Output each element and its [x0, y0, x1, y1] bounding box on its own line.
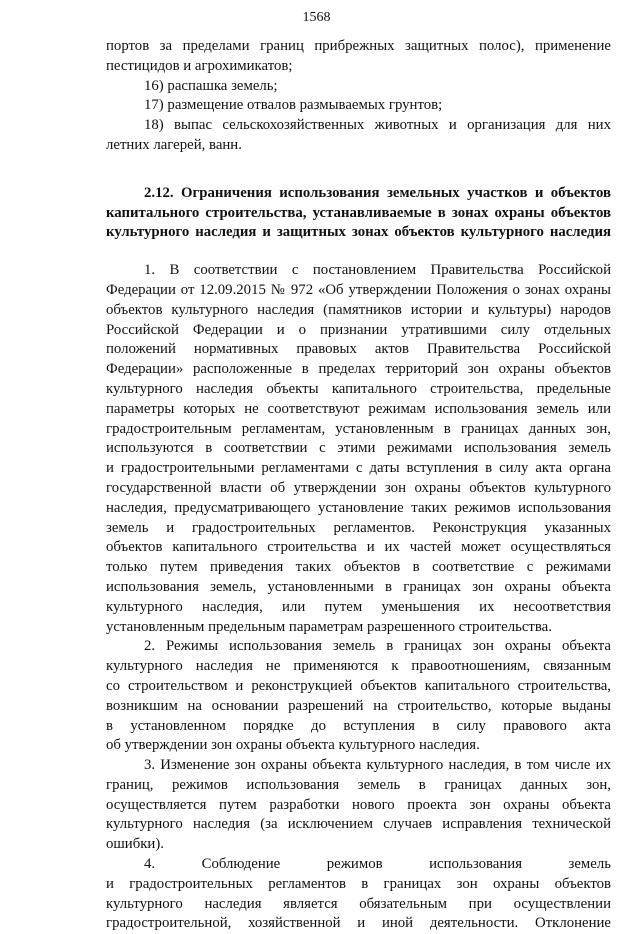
list-item: 18) выпас сельскохозяйственных животных и организация для них	[144, 117, 611, 134]
text-line: только путем приведения таких объектов в соответствие с режимами	[106, 559, 611, 576]
page-number: 1568	[302, 10, 331, 25]
text-line: положений нормативных правовых актов Правительства Российской	[106, 341, 611, 358]
text-line: использования земель, установленными в границах зон охраны объекта	[106, 578, 611, 595]
text-line: возникшим на основании разрешений на строительство, которые выданы	[106, 697, 611, 714]
text-line: Федерации» расположенные в пределах территорий зон охраны объектов	[106, 361, 611, 378]
text-line: об утверждении зон охраны объекта культурного наследия.	[106, 737, 480, 754]
text-line: наследия, предусматривающего установление таких режимов использования	[106, 499, 611, 516]
text-line: летних лагерей, ванн.	[106, 136, 242, 153]
paragraph-3	[106, 756, 611, 855]
text-line: культурного наследия является обязательным при осуществлении	[106, 895, 611, 912]
text-line: ошибки).	[106, 836, 164, 853]
paragraph-1	[106, 261, 611, 637]
text-line: 2. Режимы использования земель в границах зон охраны объекта	[144, 638, 611, 655]
list-item: 17) размещение отвалов размываемых грунтов;	[144, 97, 443, 114]
heading-line: культурного наследия и защитных зонах объектов культурного наследия	[106, 224, 611, 241]
list-continuation	[106, 37, 611, 156]
text-line: портов за пределами границ прибрежных защитных полос), применение	[106, 38, 611, 54]
text-line: культурного наследия (за исключением случаев исправления технической	[106, 816, 611, 833]
text-line: со строительством и реконструкцией объектов капитального строительства,	[106, 677, 611, 694]
text-line: Федерации от 12.09.2015 № 972 «Об утверждении Положения о зонах охраны	[106, 281, 611, 298]
text-line: градостроительной, хозяйственной и иной деятельности. Отклонение	[106, 915, 611, 932]
text-line: пестицидов и агрохимикатов;	[106, 57, 293, 74]
text-line: градостроительным регламентам, установленным в границах данных зон,	[106, 420, 611, 437]
text-line: осуществляется путем разработки нового проекта зон охраны объекта	[106, 796, 611, 813]
text-line: параметры которых не соответствуют режимам использования земель или	[106, 400, 611, 417]
text-line: объектов капитального строительства и их частей может осуществляться	[106, 539, 611, 556]
heading-line: капитального строительства, устанавливаемые в зонах охраны объектов	[106, 204, 611, 221]
text-line: Российской Федерации и о признании утратившими силу отдельных	[106, 321, 611, 338]
heading-line: 2.12. Ограничения использования земельных участков и объектов	[144, 184, 611, 201]
text-line: в установленном порядке до вступления в силу правового акта	[106, 717, 611, 734]
section-heading	[106, 184, 611, 243]
text-line: культурного наследия не применяются к правоотношениям, связанным	[106, 658, 611, 675]
text-line: 4. Соблюдение режимов использования земель	[144, 856, 611, 873]
document-body	[106, 37, 611, 934]
text-line: установленным предельным параметрам разрешенного строительства.	[106, 618, 552, 635]
text-line: земель и градостроительных регламентов. Реконструкция указанных	[106, 519, 611, 536]
text-line: и градостроительными регламентами с даты вступления в силу акта органа	[106, 460, 611, 477]
text-line: государственной власти об утверждении зон охраны объектов культурного	[106, 479, 611, 496]
text-line: культурного наследия, или путем уменьшения их несоответствия	[106, 598, 611, 615]
text-line: и градостроительных регламентов в границах зон охраны объектов	[106, 875, 611, 892]
paragraph-4	[106, 855, 611, 934]
text-line: объектов культурного наследия (памятников истории и культуры) народов	[106, 301, 611, 318]
list-item: 16) распашка земель;	[144, 77, 278, 94]
text-line: 3. Изменение зон охраны объекта культурного наследия, в том числе их	[144, 757, 611, 774]
text-line: границ, режимов использования земель в границах данных зон,	[106, 776, 611, 793]
text-line: культурного наследия объекты капитального строительства, предельные	[106, 380, 611, 397]
text-line: используются в соответствии с этими режимами использования земель	[106, 440, 611, 457]
text-line: 1. В соответствии с постановлением Правительства Российской	[144, 262, 611, 279]
paragraph-2	[106, 637, 611, 756]
